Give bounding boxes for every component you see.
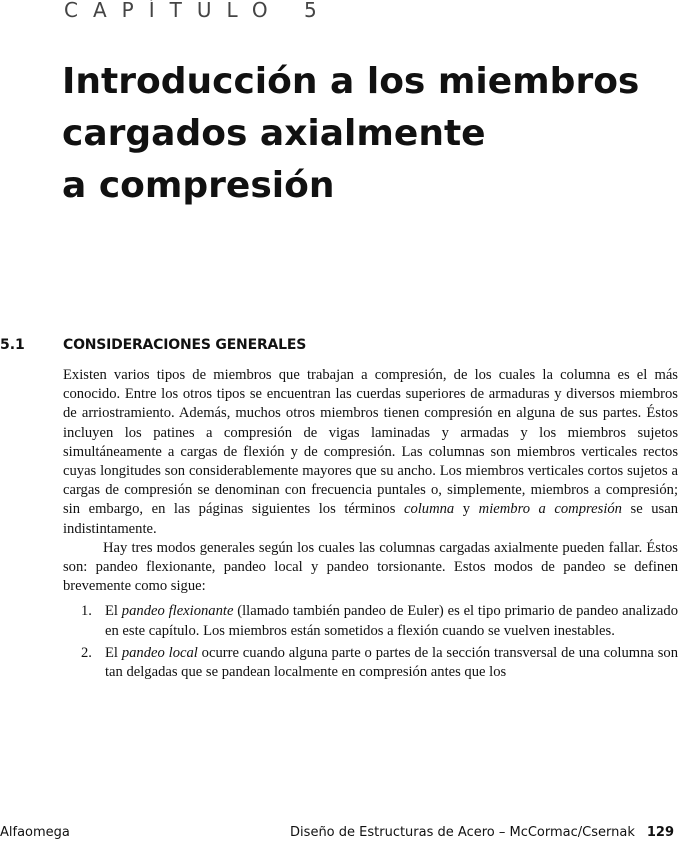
chapter-title <box>62 56 662 212</box>
text-run: El <box>105 644 122 661</box>
text-run: y <box>454 501 479 518</box>
term-italic: pandeo flexionante <box>121 603 234 620</box>
list-number: 1. <box>81 603 92 620</box>
body-text <box>63 366 678 685</box>
footer-book-title: Diseño de Estructuras de Acero – McCormac/Csernak <box>290 825 635 840</box>
section-title: CONSIDERACIONES GENERALES <box>63 337 307 353</box>
chapter-title-line: cargados axialmente <box>62 113 486 154</box>
paragraph: Hay tres modos generales según los cuales las columnas cargadas axialmente pueden fallar. Éstos son: pandeo flexionante, pandeo local y pandeo torsionante. Estos modos de pandeo se definen brevemente como sigue: <box>63 539 678 595</box>
list-item <box>63 644 678 682</box>
text-run: ocurre cuando alguna parte o partes de la sección transversal de una columna son tan delgadas que se pandean localmente en compresión antes que los <box>105 644 678 681</box>
footer-publisher: Alfaomega <box>0 825 70 840</box>
chapter-title-line: Introducción a los miembros <box>62 61 640 102</box>
text-run: El <box>105 603 122 620</box>
text-run: se usan indistintamente. <box>63 501 678 537</box>
term-italic: columna <box>403 501 455 518</box>
text-run: Existen varios tipos de miembros que trabajan a compresión, de los cuales la columna es el más conocido. Entre los otros tipos se encuentran las cuerdas superiores de armaduras y diversos miembros de arriostramiento. Además, muchos otros miembros tienen compresión en alguna de sus partes. Éstos incluyen los patines a compresión de vigas laminadas y armadas y los miembros sujetos simultáneamente a cargas de flexión y de compresión. Las columnas son miembros verticales rectos cuyas longitudes son considerablemente mayores que su ancho. Los miembros verticales cortos sujetos a cargas de compresión se denominan con frecuencia puntales o, simplemente, miembros a compresión; sin embargo, en las páginas siguientes los términos <box>63 367 678 518</box>
section-number: 5.1 <box>0 337 25 353</box>
term-italic: miembro a compresión <box>478 501 622 518</box>
chapter-title-line: a compresión <box>62 165 335 206</box>
list-number: 2. <box>81 644 92 661</box>
paragraph <box>63 366 678 539</box>
buckling-modes-list <box>63 602 678 682</box>
page-number: 129 <box>646 825 674 840</box>
term-italic: pandeo local <box>121 644 198 661</box>
chapter-label: CAPÍTULO 5 <box>64 0 332 22</box>
text-run: (llamado también pandeo de Euler) es el tipo primario de pandeo analizado en este capítulo. Los miembros están sometidos a flexión cuando se vuelven inestables. <box>105 603 678 639</box>
list-item <box>63 602 678 640</box>
footer-book-info <box>290 825 674 840</box>
